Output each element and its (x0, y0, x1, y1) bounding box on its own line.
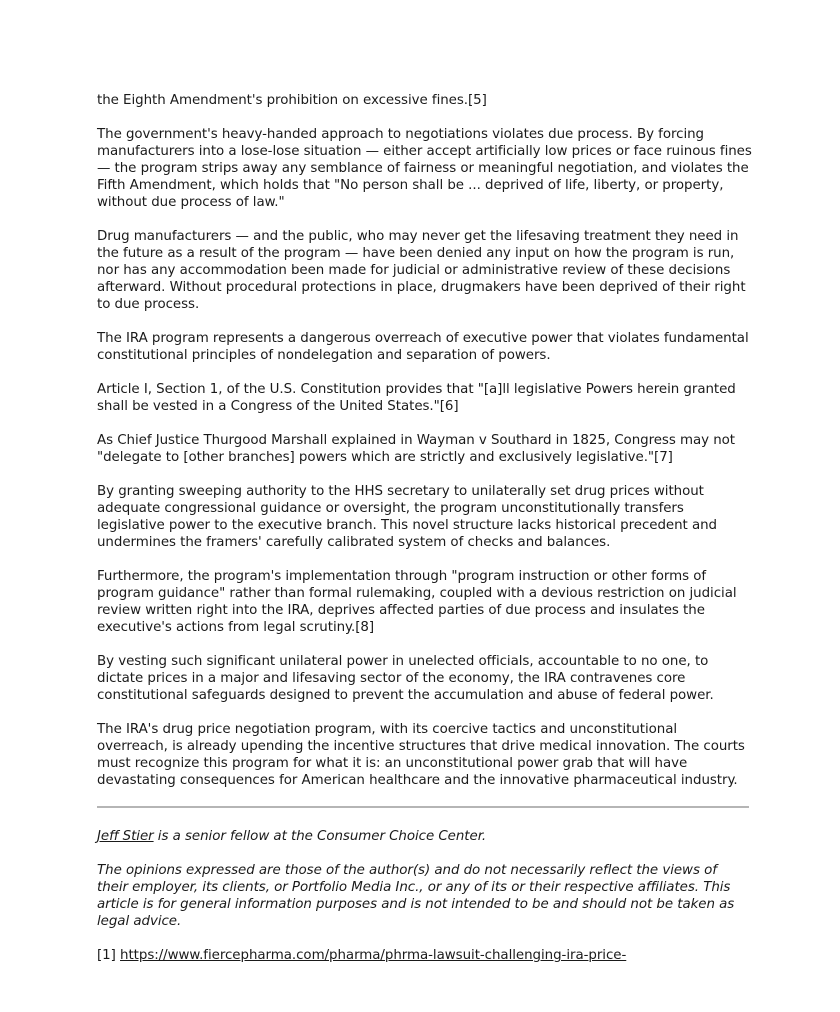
paragraph: Drug manufacturers — and the public, who may never get the lifesaving treatment they need in the future as a result of the program — have been denied any input on how the program is run, nor has any accommodation been made for judicial or administrative review of these decisions afterward. Without procedural protections in place, drugmakers have been deprived of their right to due process. (97, 229, 746, 312)
section-divider (97, 806, 749, 808)
paragraph: the Eighth Amendment's prohibition on excessive fines.[5] (97, 93, 487, 108)
reference-item (97, 947, 752, 964)
paragraph: The government's heavy-handed approach to negotiations violates due process. By forcing manufacturers into a lose-lose situation — either accept artificially low prices or face ruinous fines — the program strips away any semblance of fairness or meaningful negotiation, and violates the Fifth Amendment, which holds that "No person shall be ... deprived of life, liberty, or property, without due process of law." (97, 127, 752, 210)
article-page (97, 92, 752, 981)
author-bio-text: is a senior fellow at the Consumer Choice Center. (153, 829, 487, 844)
paragraph: The IRA program represents a dangerous overreach of executive power that violates fundamental constitutional principles of nondelegation and separation of powers. (97, 331, 749, 363)
paragraph: As Chief Justice Thurgood Marshall explained in Wayman v Southard in 1825, Congress may not "delegate to [other branches] powers which are strictly and exclusively legislative."[7] (97, 433, 736, 465)
paragraph: Article I, Section 1, of the U.S. Constitution provides that "[a]ll legislative Powers herein granted shall be vested in a Congress of the United States."[6] (97, 382, 736, 414)
author-name-link[interactable]: Jeff Stier (97, 829, 154, 844)
reference-marker: [1] (97, 948, 121, 963)
reference-link[interactable]: https://www.fiercepharma.com/pharma/phrma-lawsuit-challenging-ira-price- (120, 948, 627, 963)
paragraph: The IRA's drug price negotiation program, with its coercive tactics and unconstitutional overreach, is already upending the incentive structures that drive medical innovation. The courts must recognize this program for what it is: an unconstitutional power grab that will have devastating consequences for American healthcare and the innovative pharmaceutical industry. (97, 722, 745, 788)
paragraph: By vesting such significant unilateral power in unelected officials, accountable to no one, to dictate prices in a major and lifesaving sector of the economy, the IRA contravenes core constitutional safeguards designed to prevent the accumulation and abuse of federal power. (97, 654, 714, 703)
paragraph: Furthermore, the program's implementation through "program instruction or other forms of program guidance" rather than formal rulemaking, coupled with a devious restriction on judicial review written right into the IRA, deprives affected parties of due process and insulates the executive's actions from legal scrutiny.[8] (97, 569, 737, 635)
disclaimer: The opinions expressed are those of the author(s) and do not necessarily reflect the views of their employer, its clients, or Portfolio Media Inc., or any of its or their respective affiliates. This article is for general information purposes and is not intended to be and should not be taken as legal advice. (97, 863, 735, 929)
paragraph: By granting sweeping authority to the HHS secretary to unilaterally set drug prices without adequate congressional guidance or oversight, the program unconstitutionally transfers legislative power to the executive branch. This novel structure lacks historical precedent and undermines the framers' carefully calibrated system of checks and balances. (97, 484, 718, 550)
article-body (97, 92, 752, 789)
author-bio (97, 828, 752, 845)
